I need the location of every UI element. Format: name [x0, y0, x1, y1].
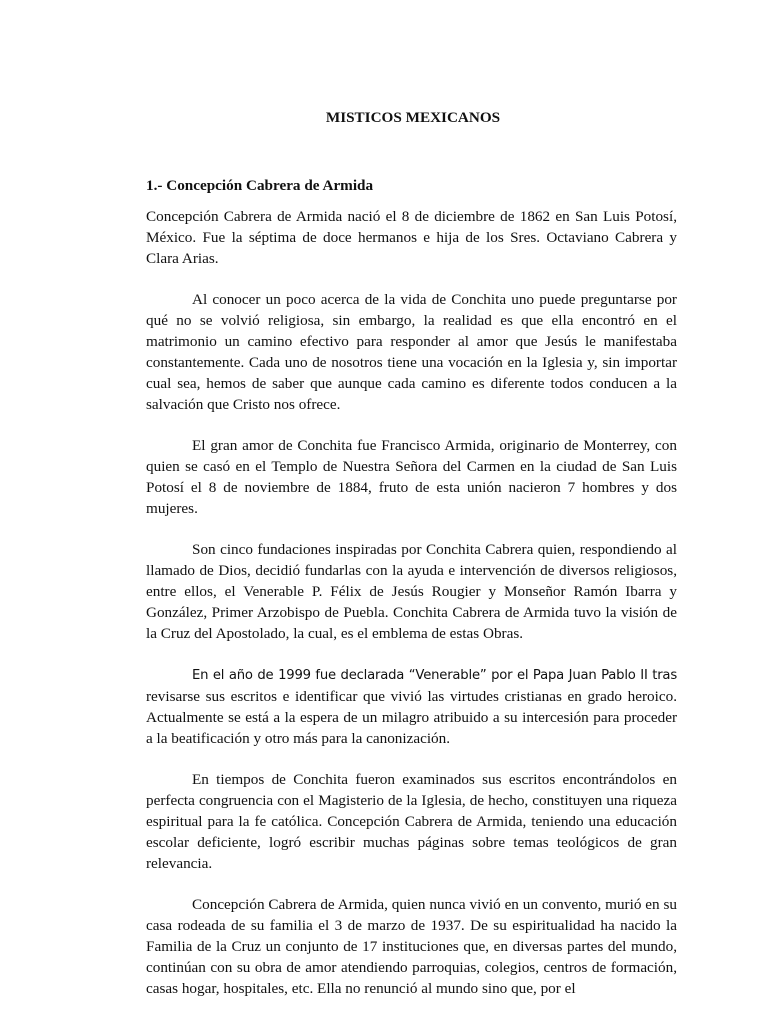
paragraph-4: Son cinco fundaciones inspiradas por Conchita Cabrera quien, respondiendo al llamado de Dios, decidió fundarlas con la ayuda e intervención de diversos religiosos, entre ellos, el Venerable P. Félix de Jesús Rougier y Monseñor Ramón Ibarra y González, Primer Arzobispo de Puebla. Conchita Cabrera de Armida tuvo la visión de la Cruz del Apostolado, la cual, es el emblema de estas Obras.	[146, 541, 677, 642]
paragraph-1: Concepción Cabrera de Armida nació el 8 de diciembre de 1862 en San Luis Potosí, México. Fue la séptima de doce hermanos e hija de los Sres. Octaviano Cabrera y Clara Arias.	[146, 208, 677, 267]
paragraph-5-rest: revisarse sus escritos e identificar que vivió las virtudes cristianas en grado heroico. Actualmente se está a la espera de un milagro atribuido a su intercesión para proceder a la beatificación y otro más para la canonización.	[146, 688, 677, 747]
paragraph-3: El gran amor de Conchita fue Francisco Armida, originario de Monterrey, con quien se casó en el Templo de Nuestra Señora del Carmen en la ciudad de San Luis Potosí el 8 de noviembre de 1884, fruto de esta unión nacieron 7 hombres y dos mujeres.	[146, 437, 677, 517]
section-heading: 1.- Concepción Cabrera de Armida	[146, 177, 374, 194]
paragraph-2: Al conocer un poco acerca de la vida de Conchita uno puede preguntarse por qué no se volvió religiosa, sin embargo, la realidad es que ella encontró en el matrimonio un camino efectivo para responder al amor que Jesús le manifestaba constantemente. Cada uno de nosotros tiene una vocación en la Iglesia y, sin importar cual sea, hemos de saber que aunque cada camino es diferente todos conducen a la salvación que Cristo nos ofrece.	[146, 291, 677, 413]
paragraph-7: Concepción Cabrera de Armida, quien nunca vivió en un convento, murió en su casa rodeada de su familia el 3 de marzo de 1937. De su espiritualidad ha nacido la Familia de la Cruz un conjunto de 17 instituciones que, en diversas partes del mundo, continúan con su obra de amor atendiendo parroquias, colegios, centros de formación, casas hogar, hospitales, etc. Ella no renunció al mundo sino que, por el	[146, 896, 677, 997]
paragraph-5	[146, 664, 677, 749]
document-body	[146, 176, 677, 1019]
page-title: MISTICOS MEXICANOS	[325, 109, 501, 126]
paragraph-5-first-line: En el año de 1999 fue declarada “Venerable” por el Papa Juan Pablo II tras	[192, 668, 677, 683]
paragraph-6: En tiempos de Conchita fueron examinados sus escritos encontrándolos en perfecta congruencia con el Magisterio de la Iglesia, de hecho, constituyen una riqueza espiritual para la fe católica. Concepción Cabrera de Armida, teniendo una educación escolar deficiente, logró escribir muchas páginas sobre temas teológicos de gran relevancia.	[146, 771, 677, 872]
